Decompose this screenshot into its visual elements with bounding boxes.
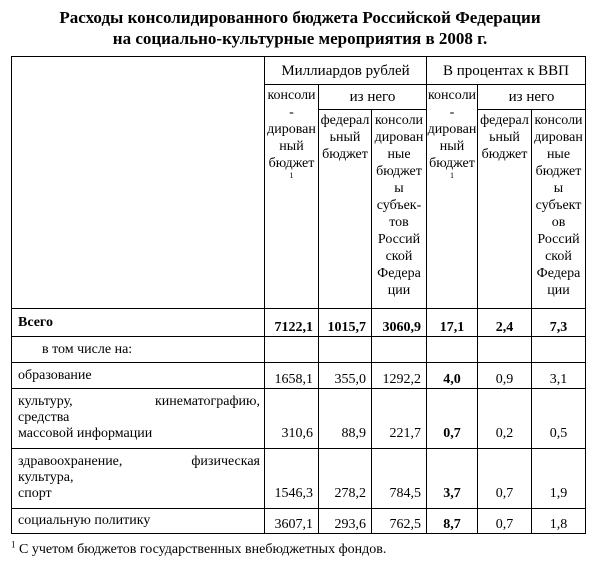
value-subjects: 762,5 — [372, 509, 427, 534]
row-label: в том числе на: — [12, 337, 265, 363]
row-label: образование — [12, 363, 265, 389]
header-consolidated-billions: консоли - дирован ный бюджет 1 — [265, 85, 319, 309]
value-subjects-pct: 1,8 — [532, 509, 586, 534]
value-subjects-pct: 3,1 — [532, 363, 586, 389]
table-row-total — [12, 309, 586, 337]
value-subjects: 3060,9 — [372, 309, 427, 337]
header-corner-cell — [12, 57, 265, 309]
value-consolidated: 1546,3 — [265, 449, 319, 509]
header-of-which-billions: из него — [319, 85, 427, 110]
value-consolidated-pct: 8,7 — [427, 509, 478, 534]
header-subjects-percent: консоли дирован ные бюджет ы субъект ов Россий ской Федера ции — [532, 110, 586, 309]
budget-table — [11, 56, 586, 534]
value-federal: 355,0 — [319, 363, 372, 389]
value-consolidated-pct: 0,7 — [427, 389, 478, 449]
header-federal-percent: федерал ьный бюджет — [478, 110, 532, 309]
value-federal-pct: 0,9 — [478, 363, 532, 389]
value-federal: 293,6 — [319, 509, 372, 534]
value-federal: 278,2 — [319, 449, 372, 509]
table-row-education — [12, 363, 586, 389]
value-subjects-pct: 1,9 — [532, 449, 586, 509]
value-consolidated: 310,6 — [265, 389, 319, 449]
value-federal-pct: 2,4 — [478, 309, 532, 337]
title-line-2: на социально-культурные мероприятия в 2008 г. — [112, 29, 488, 48]
table-row-social-policy — [12, 509, 586, 534]
value-consolidated-pct: 17,1 — [427, 309, 478, 337]
value-consolidated-pct: 4,0 — [427, 363, 478, 389]
header-subjects-billions: консоли дирован ные бюджет ы субъек- тов Россий ской Федера ции — [372, 110, 427, 309]
footnote — [11, 539, 387, 558]
header-percent-gdp: В процентах к ВВП — [427, 57, 586, 85]
footnote-mark: 1 — [11, 539, 16, 550]
row-label: Всего — [12, 309, 265, 337]
value-federal-pct: 0,7 — [478, 509, 532, 534]
row-label: культуру, кинематографию, средства массовой информации — [12, 389, 265, 449]
value-subjects-pct: 7,3 — [532, 309, 586, 337]
value-subjects: 221,7 — [372, 389, 427, 449]
header-of-which-percent: из него — [478, 85, 586, 110]
value-consolidated: 3607,1 — [265, 509, 319, 534]
table-row-healthcare — [12, 449, 586, 509]
value-federal-pct: 0,7 — [478, 449, 532, 509]
value-subjects-pct: 0,5 — [532, 389, 586, 449]
row-label: здравоохранение, физическая культура, спорт — [12, 449, 265, 509]
page-title — [0, 7, 600, 49]
value-consolidated-pct: 3,7 — [427, 449, 478, 509]
value-consolidated: 7122,1 — [265, 309, 319, 337]
header-consolidated-percent: консоли - дирован ный бюджет 1 — [427, 85, 478, 309]
footnote-text: С учетом бюджетов государственных внебюджетных фондов. — [19, 542, 387, 557]
value-federal-pct: 0,2 — [478, 389, 532, 449]
value-federal: 88,9 — [319, 389, 372, 449]
value-consolidated: 1658,1 — [265, 363, 319, 389]
value-subjects: 1292,2 — [372, 363, 427, 389]
value-subjects: 784,5 — [372, 449, 427, 509]
header-row-1 — [12, 57, 586, 85]
title-line-1: Расходы консолидированного бюджета Российской Федерации — [59, 8, 541, 27]
header-federal-billions: федерал ьный бюджет — [319, 110, 372, 309]
table-row-culture — [12, 389, 586, 449]
value-federal: 1015,7 — [319, 309, 372, 337]
header-billions: Миллиардов рублей — [265, 57, 427, 85]
row-label: социальную политику — [12, 509, 265, 534]
table-row-including — [12, 337, 586, 363]
